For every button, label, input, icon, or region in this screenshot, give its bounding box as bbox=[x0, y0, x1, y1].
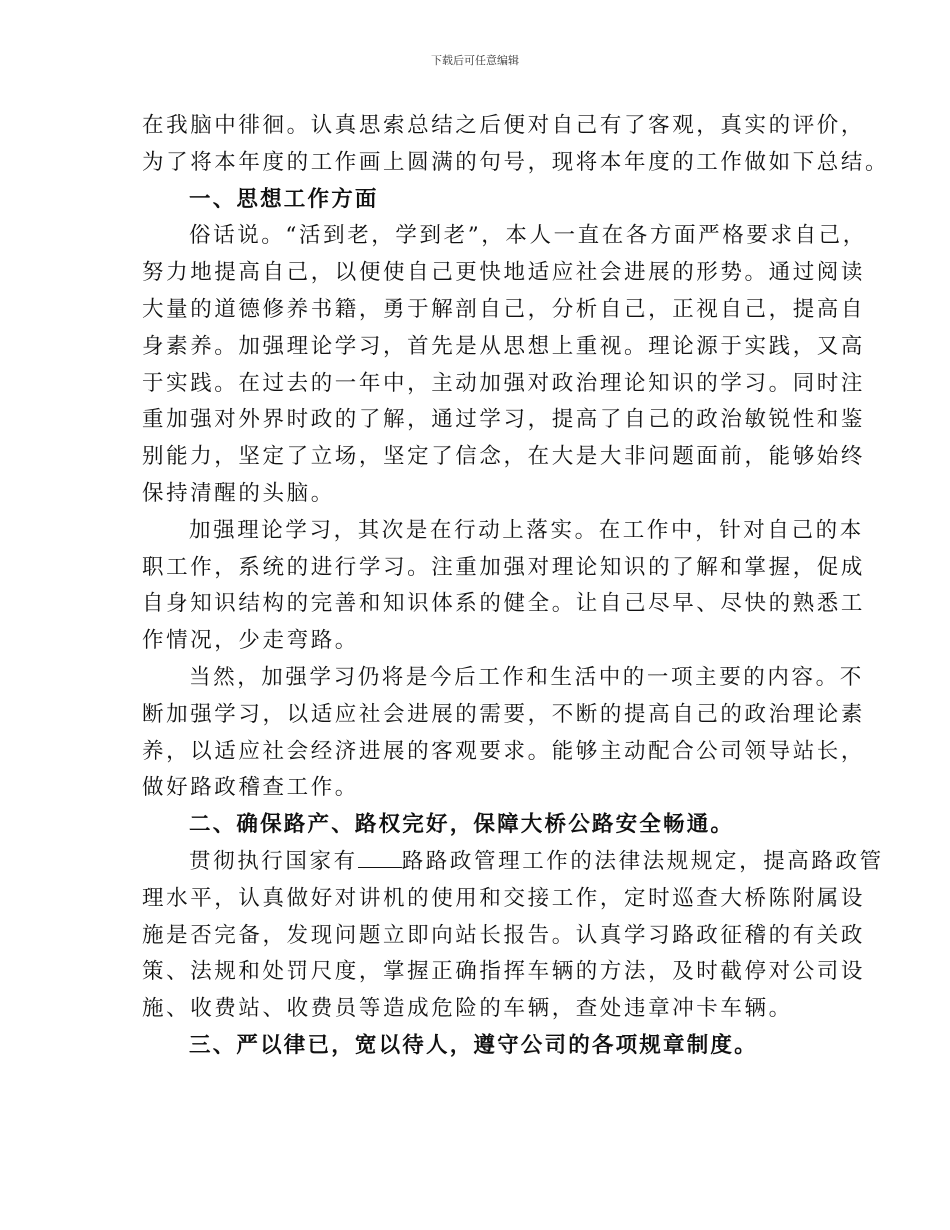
section-heading-2: 二、确保路产、路权完好，保障大桥公路安全畅通。 bbox=[189, 812, 735, 838]
line-segment: 贯彻执行国家有 bbox=[189, 848, 358, 874]
document-body bbox=[142, 108, 890, 1065]
paragraph-line: 理水平，认真做好对讲机的使用和交接工作，定时巡查大桥陈附属设 bbox=[142, 885, 866, 911]
paragraph-line: 加强理论学习，其次是在行动上落实。在工作中，针对自己的本 bbox=[189, 517, 864, 543]
paragraph-line: 于实践。在过去的一年中，主动加强对政治理论知识的学习。同时注 bbox=[142, 370, 866, 396]
paragraph-line: 在我脑中徘徊。认真思索总结之后便对自己有了客观，真实的评价， bbox=[142, 113, 866, 138]
paragraph-line: 做好路政稽查工作。 bbox=[142, 775, 359, 801]
paragraph-line: 身素养。加强理论学习，首先是从思想上重视。理论源于实践，又高 bbox=[142, 333, 866, 359]
section-heading-1: 一、思想工作方面 bbox=[189, 186, 379, 212]
paragraph-line: 养，以适应社会经济进展的客观要求。能够主动配合公司领导站长， bbox=[142, 738, 866, 764]
paragraph-line: 职工作，系统的进行学习。注重加强对理论知识的了解和掌握，促成 bbox=[142, 554, 866, 580]
paragraph-line: 施是否完备，发现问题立即向站长报告。认真学习路政征稽的有关政 bbox=[142, 922, 866, 948]
paragraph-line: 重加强对外界时政的了解，通过学习，提高了自己的政治敏锐性和鉴 bbox=[142, 407, 866, 433]
paragraph-line: 俗话说。“活到老，学到老”，本人一直在各方面严格要求自己， bbox=[189, 223, 867, 249]
paragraph-line: 努力地提高自己，以便使自己更快地适应社会进展的形势。通过阅读 bbox=[142, 260, 866, 286]
paragraph-line: 施、收费站、收费员等造成危险的车辆，查处违章冲卡车辆。 bbox=[142, 996, 793, 1022]
section-heading-3: 三、严以律已，宽以待人，遵守公司的各项规章制度。 bbox=[189, 1032, 758, 1058]
paragraph-line: 大量的道德修养书籍，勇于解剖自己，分析自己，正视自己，提高自 bbox=[142, 296, 866, 322]
paragraph-line: 自身知识结构的完善和知识体系的健全。让自己尽早、尽快的熟悉工 bbox=[142, 591, 866, 617]
paragraph-line: 当然，加强学习仍将是今后工作和生活中的一项主要的内容。不 bbox=[189, 664, 864, 690]
paragraph-line: 断加强学习，以适应社会进展的需要，不断的提高自己的政治理论素 bbox=[142, 701, 866, 727]
page-header: 下载后可任意编辑 bbox=[431, 54, 519, 67]
paragraph-line: 为了将本年度的工作画上圆满的句号，现将本年度的工作做如下总结。 bbox=[142, 149, 890, 175]
paragraph-line bbox=[142, 844, 884, 881]
line-segment: 路路政管理工作的法律法规规定，提高路政管 bbox=[401, 848, 884, 874]
fill-in-blank bbox=[358, 849, 402, 868]
paragraph-line: 保持清醒的头脑。 bbox=[142, 480, 335, 506]
paragraph-line: 作情况，少走弯路。 bbox=[142, 628, 359, 654]
paragraph-line: 别能力，坚定了立场，坚定了信念，在大是大非问题面前，能够始终 bbox=[142, 444, 866, 470]
paragraph-line: 策、法规和处罚尺度，掌握正确指挥车辆的方法，及时截停对公司设 bbox=[142, 959, 866, 985]
